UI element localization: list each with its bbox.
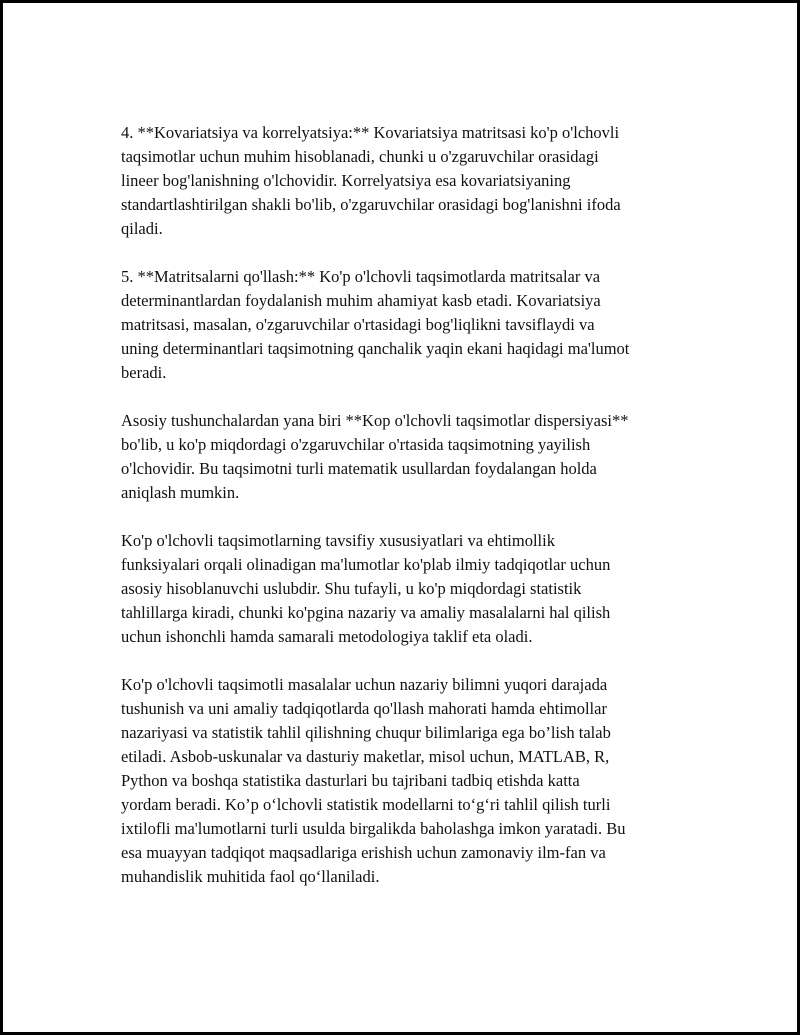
text-line: uning determinantlari taqsimotning qanchalik yaqin ekani haqidagi ma'lumot	[121, 339, 630, 358]
text-line: aniqlash mumkin.	[121, 483, 240, 502]
text-line: lineer bog'lanishning o'lchovidir. Korrelyatsiya esa kovariatsiyaning	[121, 171, 571, 190]
text-line: determinantlardan foydalanish muhim ahamiyat kasb etadi. Kovariatsiya	[121, 291, 601, 310]
text-line: etiladi. Asbob-uskunalar va dasturiy maketlar, misol uchun, MATLAB, R,	[121, 747, 610, 766]
text-line: tushunish va uni amaliy tadqiqotlarda qo'llash mahorati hamda ehtimollar	[121, 699, 607, 718]
text-line: yordam beradi. Ko’p o‘lchovli statistik modellarni to‘g‘ri tahlil qilish turli	[121, 795, 611, 814]
text-line: 4. **Kovariatsiya va korrelyatsiya:** Kovariatsiya matritsasi ko'p o'lchovli	[121, 123, 620, 142]
paragraph-theory-and-tools	[121, 673, 691, 889]
text-line: esa muayyan tadqiqot maqsadlariga erishish uchun zamonaviy ilm-fan va	[121, 843, 606, 862]
text-line: ixtilofli ma'lumotlarni turli usulda birgalikda baholashga imkon yaratadi. Bu	[121, 819, 626, 838]
text-line: Ko'p o'lchovli taqsimotli masalalar uchun nazariy bilimni yuqori darajada	[121, 675, 608, 694]
text-line: Asosiy tushunchalardan yana biri **Kop o'lchovli taqsimotlar dispersiyasi**	[121, 411, 629, 430]
text-line: Ko'p o'lchovli taqsimotlarning tavsifiy xususiyatlari va ehtimollik	[121, 531, 555, 550]
text-line: Python va boshqa statistika dasturlari bu tajribani tadbiq etishda katta	[121, 771, 580, 790]
paragraph-covariance-correlation	[121, 121, 691, 241]
paragraph-dispersion	[121, 409, 691, 505]
text-line: standartlashtirilgan shakli bo'lib, o'zgaruvchilar orasidagi bog'lanishni ifoda	[121, 195, 621, 214]
paragraph-descriptive-properties	[121, 529, 691, 649]
text-line: qiladi.	[121, 219, 163, 238]
text-line: asosiy hisoblanuvchi uslubdir. Shu tufayli, u ko'p miqdordagi statistik	[121, 579, 582, 598]
text-line: o'lchovidir. Bu taqsimotni turli matematik usullardan foydalangan holda	[121, 459, 597, 478]
text-line: beradi.	[121, 363, 167, 382]
text-line: nazariyasi va statistik tahlil qilishning chuqur bilimlariga ega bo’lish talab	[121, 723, 611, 742]
text-line: matritsasi, masalan, o'zgaruvchilar o'rtasidagi bog'liqlikni tavsiflaydi va	[121, 315, 595, 334]
text-line: taqsimotlar uchun muhim hisoblanadi, chunki u o'zgaruvchilar orasidagi	[121, 147, 599, 166]
document-body	[121, 121, 691, 913]
paragraph-matrix-usage	[121, 265, 691, 385]
text-line: tahlillarga kiradi, chunki ko'pgina nazariy va amaliy masalalarni hal qilish	[121, 603, 611, 622]
text-line: muhandislik muhitida faol qo‘llaniladi.	[121, 867, 380, 886]
text-line: bo'lib, u ko'p miqdordagi o'zgaruvchilar o'rtasida taqsimotning yayilish	[121, 435, 591, 454]
text-line: funksiyalari orqali olinadigan ma'lumotlar ko'plab ilmiy tadqiqotlar uchun	[121, 555, 611, 574]
text-line: 5. **Matritsalarni qo'llash:** Ko'p o'lchovli taqsimotlarda matritsalar va	[121, 267, 601, 286]
text-line: uchun ishonchli hamda samarali metodologiya taklif eta oladi.	[121, 627, 533, 646]
